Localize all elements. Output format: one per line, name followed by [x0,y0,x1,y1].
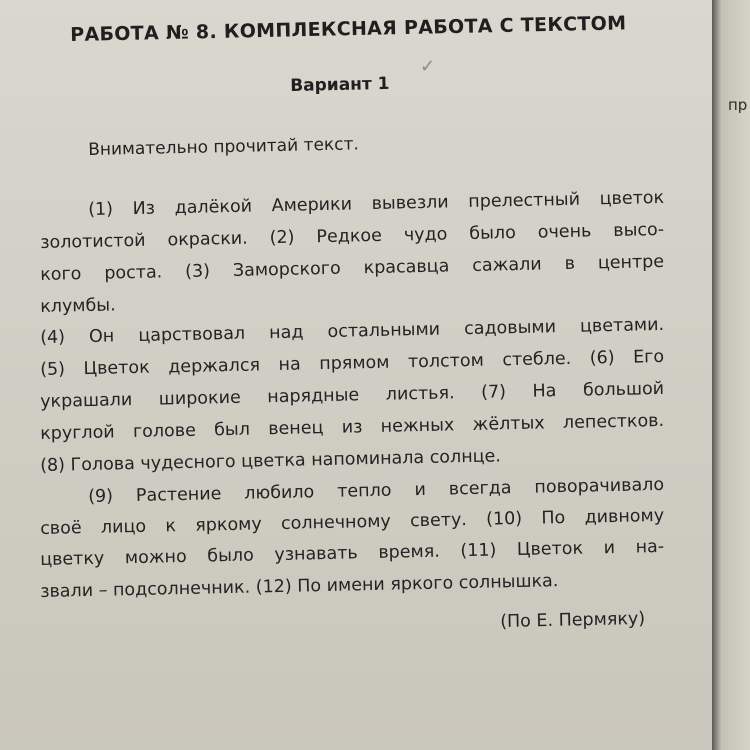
page-title: РАБОТА № 8. КОМПЛЕКСНАЯ РАБОТА С ТЕКСТОМ [70,12,627,46]
text-line: (1) Из далёкой Америки вывезли прелестный цветок [88,187,665,220]
variant-heading: Вариант 1 [290,73,390,96]
text-line: (5) Цветок держался на прямом толстом стебле. (6) Его [40,346,665,380]
text-line: кого роста. (3) Заморского красавца сажали в центре [40,251,665,285]
text-line: своё лицо к яркому солнечному свету. (10) По дивному [40,505,665,539]
text-line: (4) Он царствовал над остальными садовыми цветами. [40,314,665,348]
text-line: цветку можно было узнавать время. (11) Цветок и на- [40,536,665,570]
author-attribution: (По Е. Пермяку) [500,608,646,632]
text-line: золотистой окраски. (2) Редкое чудо было очень высо- [40,219,665,253]
text-line: звали – подсолнечник. (12) По имени яркого солнышка. [40,571,559,602]
text-line: (9) Растение любило тепло и всегда поворачивало [88,474,665,507]
check-mark-icon: ✓ [420,56,436,77]
instruction-text: Внимательно прочитай текст. [88,134,360,160]
text-line: круглой голове был венец из нежных жёлтых лепестков. [40,410,665,444]
next-page-fragment: пр [728,96,748,114]
text-line: клумбы. [40,295,116,317]
text-line: украшали широкие нарядные листья. (7) На большой [40,378,665,412]
bleed-through-text [380,40,384,56]
text-line: (8) Голова чудесного цветка напоминала солнце. [40,446,502,476]
